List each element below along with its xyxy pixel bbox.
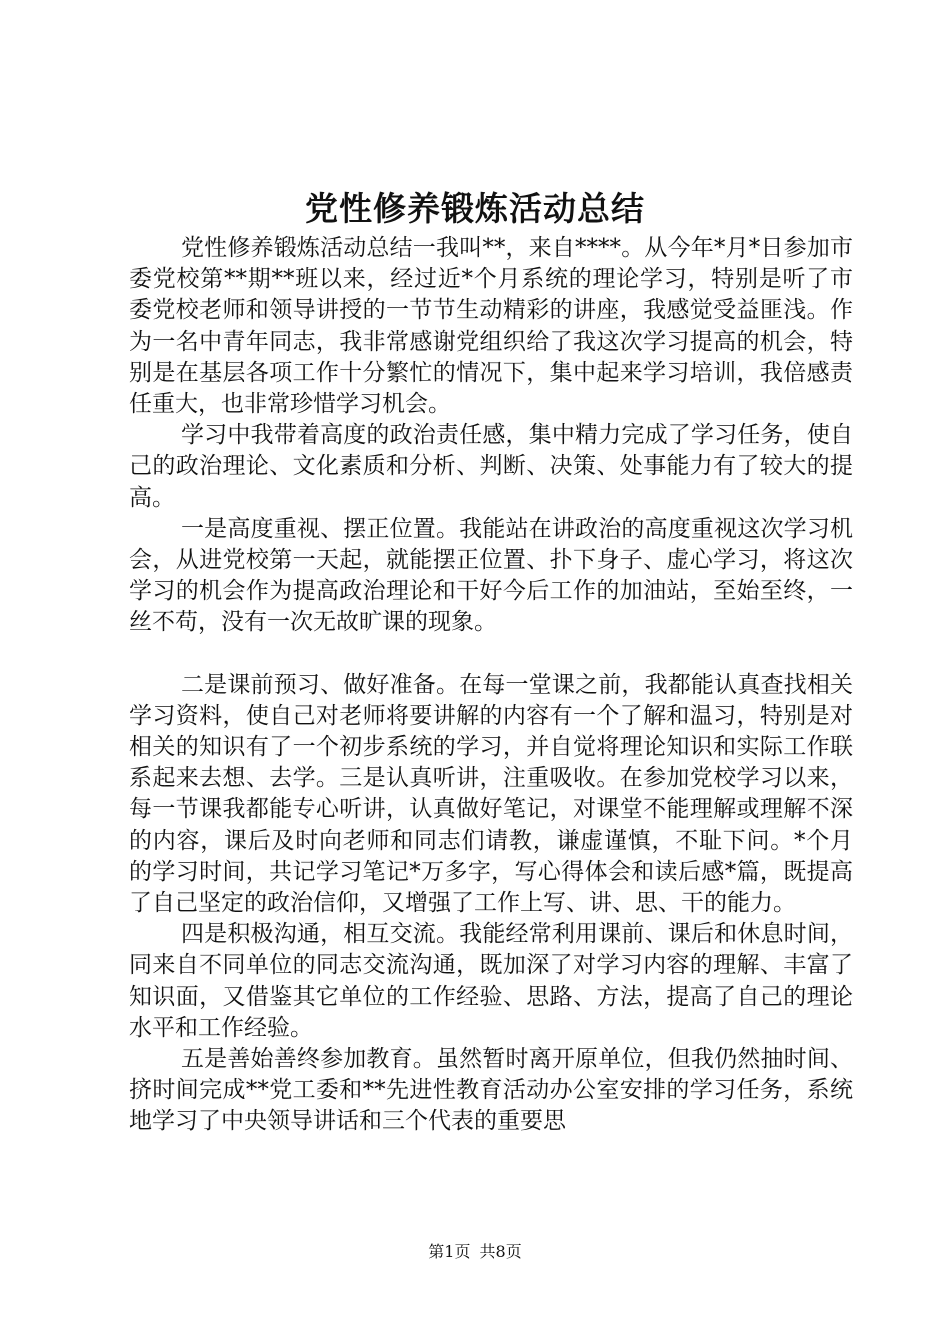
- page-title: 党性修养锻炼活动总结: [305, 189, 645, 228]
- paragraph: 五是善始善终参加教育。虽然暂时离开原单位，但我仍然抽时间、挤时间完成**党工委和**先进性教育活动办公室安排的学习任务，系统地学习了中央领导讲话和三个代表的重要思: [129, 1046, 853, 1135]
- paragraph: 二是课前预习、做好准备。在每一堂课之前，我都能认真查找相关学习资料，使自己对老师将要讲解的内容有一个了解和温习，特别是对相关的知识有了一个初步系统的学习，并自觉将理论知识和实际工作联系起来去想、去学。三是认真听讲，注重吸收。在参加党校学习以来，每一节课我都能专心听讲，认真做好笔记，对课堂不能理解或理解不深的内容，课后及时向老师和同志们请教，谦虚谨慎，不耻下问。*个月的学习时间，共记学习笔记*万多字，写心得体会和读后感*篇，既提高了自己坚定的政治信仰，又增强了工作上写、讲、思、干的能力。: [129, 671, 853, 917]
- paragraph: 四是积极沟通，相互交流。我能经常利用课前、课后和休息时间，同来自不同单位的同志交流沟通，既加深了对学习内容的理解、丰富了知识面，又借鉴其它单位的工作经验、思路、方法，提高了自己的理论水平和工作经验。: [129, 921, 853, 1041]
- page-number: 第1页: [428, 1242, 471, 1261]
- page-footer: [0, 1240, 950, 1264]
- document-body: [129, 233, 853, 1138]
- paragraph: 党性修养锻炼活动总结一我叫**，来自****。从今年*月*日参加市委党校第**期**班以来，经过近*个月系统的理论学习，特别是听了市委党校老师和领导讲授的一节节生动精彩的讲座，我感觉受益匪浅。作为一名中青年同志，我非常感谢党组织给了我这次学习提高的机会，特别是在基层各项工作十分繁忙的情况下，集中起来学习培训，我倍感责任重大，也非常珍惜学习机会。: [129, 235, 853, 418]
- page-total: 共8页: [479, 1242, 522, 1261]
- paragraph: 一是高度重视、摆正位置。我能站在讲政治的高度重视这次学习机会，从进党校第一天起，就能摆正位置、扑下身子、虚心学习，将这次学习的机会作为提高政治理论和干好今后工作的加油站，至始至终，一丝不苟，没有一次无故旷课的现象。: [129, 515, 853, 636]
- paragraph: 学习中我带着高度的政治责任感，集中精力完成了学习任务，使自己的政治理论、文化素质和分析、判断、决策、处事能力有了较大的提高。: [129, 422, 853, 511]
